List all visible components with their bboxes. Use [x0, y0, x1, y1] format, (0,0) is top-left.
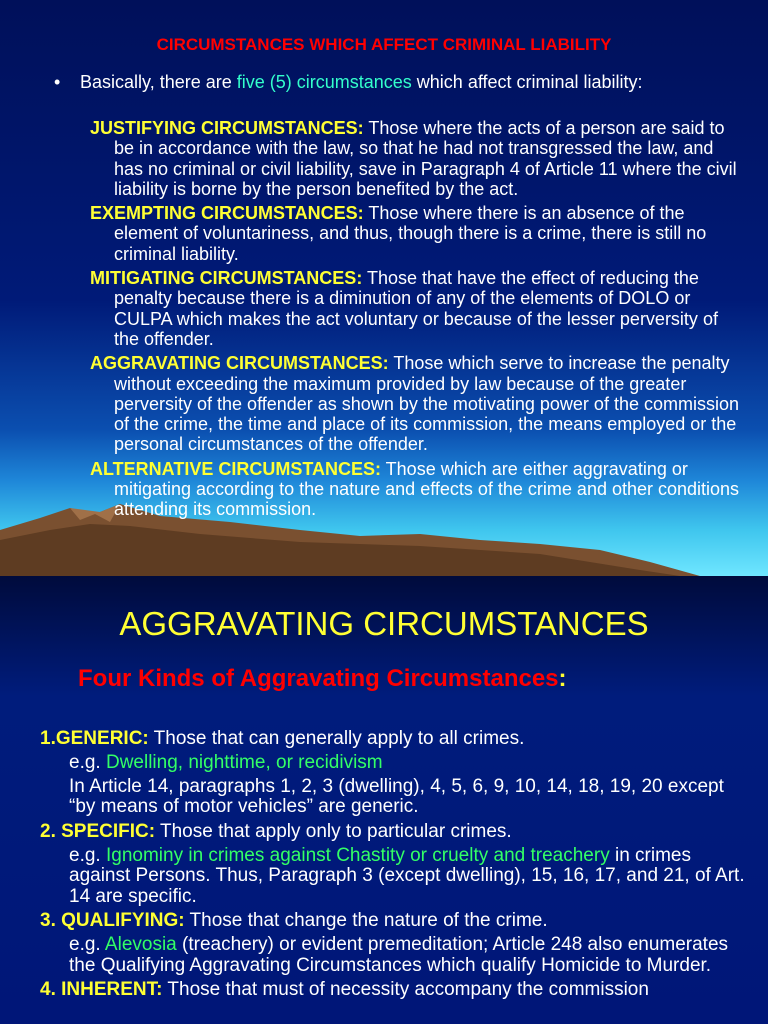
circumstance-alternative: [0, 459, 768, 520]
circumstance-text: Those that have the effect of reducing the penalty because there is a diminution of any of the elements of DOLO or CULPA which makes the act voluntary or because of the lesser perversity of the offender.: [114, 268, 718, 349]
example-highlight: Alevosia: [104, 934, 177, 955]
intro-text-after: which affect criminal liability:: [411, 72, 643, 92]
kind-description: Those that apply only to particular crimes.: [155, 820, 512, 842]
subtitle-colon: :: [558, 665, 567, 692]
slide2-title: AGGRAVATING CIRCUMSTANCES: [119, 605, 649, 642]
circumstance-aggravating: [0, 353, 768, 454]
kind-inherent-heading: [0, 979, 768, 1000]
kind-label: 4. INHERENT:: [40, 979, 163, 1000]
circumstance-text: Those which are either aggravating or mitigating according to the nature and effects of the crime and other conditions attending its commission.: [114, 458, 740, 520]
circumstance-text: Those which serve to increase the penalty without exceeding the maximum provided by law because of the greater perversity of the offender as shown by the motivating power of the commission of the crime, the time and place of its commission, the means employed or the personal circumstances of the offender.: [114, 353, 739, 455]
circumstance-label: EXEMPTING CIRCUMSTANCES:: [90, 203, 364, 224]
intro-text-before: Basically, there are: [80, 72, 237, 92]
circumstance-justifying: [0, 118, 768, 199]
circumstance-exempting: [0, 203, 768, 264]
example-prefix: e.g.: [69, 752, 106, 773]
example-after: (treachery) or evident premeditation; Article 248 also enumerates the Qualifying Aggravating Circumstances which qualify Homicide to Murder.: [69, 934, 729, 976]
slide2-subtitle: [78, 665, 567, 693]
kind-label: 1.GENERIC:: [40, 728, 149, 749]
intro-highlight: five (5) circumstances: [236, 72, 412, 92]
subtitle-text: Four Kinds of Aggravating Circumstances: [78, 665, 559, 692]
kind-qualifying-heading: [0, 910, 768, 931]
circumstance-list: [0, 118, 768, 524]
kind-label: 3. QUALIFYING:: [40, 910, 185, 931]
slide-title: CIRCUMSTANCES WHICH AFFECT CRIMINAL LIABILITY: [156, 35, 612, 54]
kind-description: Those that change the nature of the crime.: [184, 910, 548, 931]
circumstance-mitigating: [0, 268, 768, 349]
kind-specific-example: [0, 846, 768, 908]
example-after: in crimes against Persons. Thus, Paragraph 3 (except dwelling), 15, 16, 17, and 21, of Art. 14 are specific.: [69, 844, 745, 907]
kind-generic-example: [0, 753, 768, 774]
circumstance-label: ALTERNATIVE CIRCUMSTANCES:: [90, 458, 381, 479]
circumstance-text: Those where the acts of a person are said to be in accordance with the law, so that he had not transgressed the law, and has no criminal or civil liability, save in Paragraph 4 of Article 11 where the civil liability is borne by the person benefited by the act.: [114, 118, 737, 199]
kind-generic-note: In Article 14, paragraphs 1, 2, 3 (dwelling), 4, 5, 6, 9, 10, 14, 18, 19, 20 except “by means of motor vehicles” are generic.: [69, 775, 724, 817]
intro-paragraph: [80, 72, 720, 92]
kind-qualifying-example: [0, 935, 768, 976]
kind-generic-heading: [0, 728, 768, 749]
example-highlight: Ignominy in crimes against Chastity or cruelty and treachery: [105, 844, 610, 866]
example-prefix: e.g.: [69, 934, 105, 955]
circumstance-label: MITIGATING CIRCUMSTANCES:: [90, 268, 363, 289]
circumstance-label: JUSTIFYING CIRCUMSTANCES:: [90, 118, 364, 138]
kind-specific-heading: [0, 821, 768, 842]
aggravating-kinds-list: [0, 728, 768, 1004]
circumstance-label: AGGRAVATING CIRCUMSTANCES:: [90, 353, 389, 374]
circumstance-text: Those where there is an absence of the element of voluntariness, and thus, though there is a crime, there is still no criminal liability.: [114, 203, 707, 264]
example-highlight: Dwelling, nighttime, or recidivism: [105, 752, 383, 773]
kind-description: Those that can generally apply to all crimes.: [148, 728, 525, 749]
kind-label: 2. SPECIFIC:: [40, 820, 156, 842]
bullet-icon: •: [54, 72, 61, 92]
kind-description: Those that must of necessity accompany the commission: [162, 979, 649, 1000]
example-prefix: e.g.: [69, 844, 106, 866]
